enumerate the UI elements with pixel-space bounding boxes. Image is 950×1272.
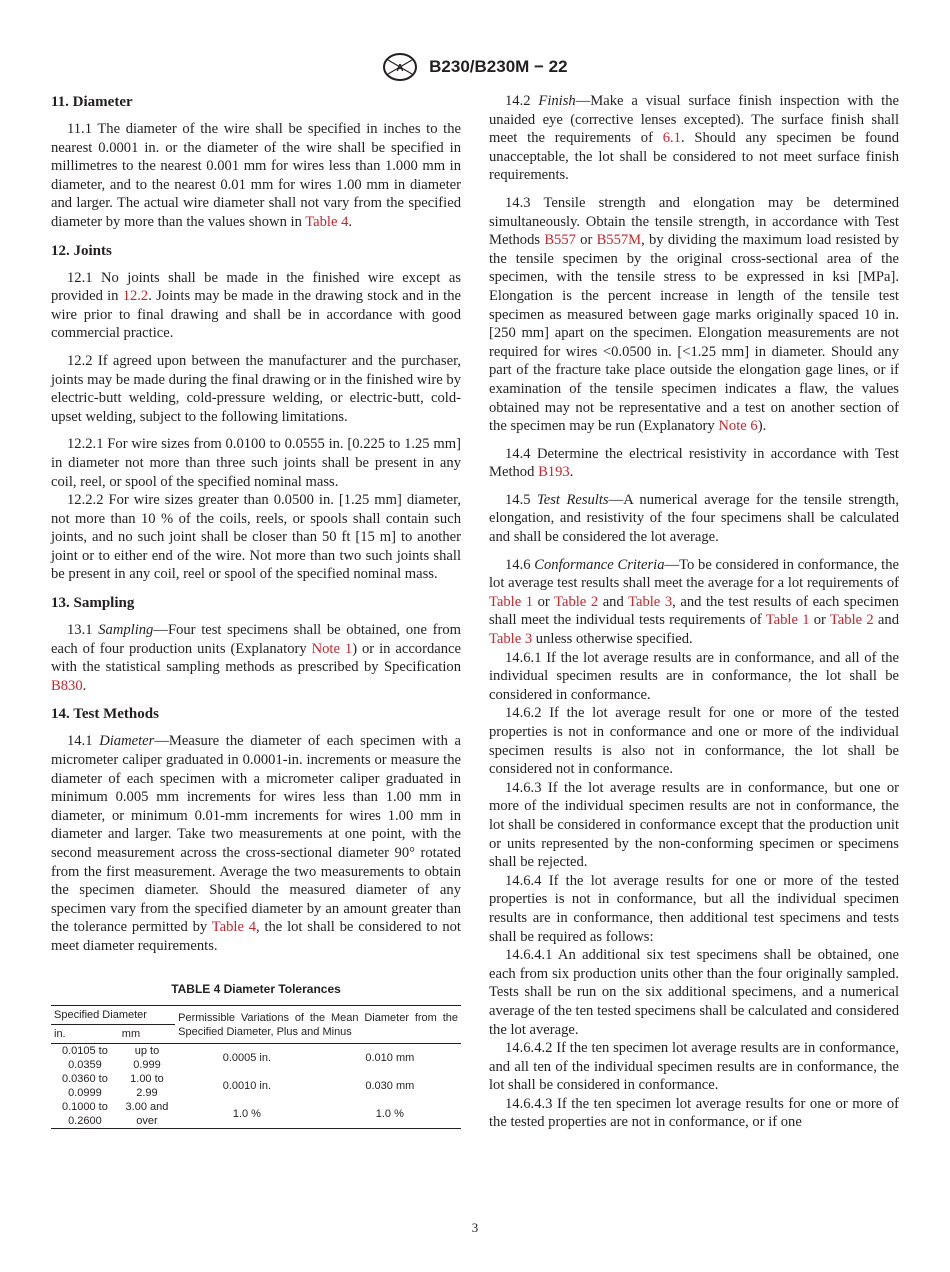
col-in: in. <box>51 1025 119 1044</box>
link-table-4[interactable]: Table 4 <box>305 213 349 230</box>
paragraph-14-1: 14.1 Diameter—Measure the diameter of each specimen with a micrometer caliper graduated in 0.0001-in. increments or measure the diameter of each specimen with a micrometer caliper graduated in minimum 0.005 mm increments for wires less than 1.00 mm in diameter, or minimum 0.01-mm increments for wires 1.00 mm in diameter and larger. Take two measurements at one point, with the second measurement across the cross-sectional diameter 90° rotated from the first measurement. Average the two measurements to obtain the specimen diameter. Should the measured diameter of any specimen vary from the specified diameter by an amount greater than the tolerance permitted by Table 4, the lot shall be considered to not meet diameter requirements. <box>51 733 461 954</box>
paragraph-14-6-3: 14.6.3 If the lot average results are in conformance, but one or more of the individual specimen results are not in conformance, the lot shall be considered in conformance except that the production unit or units represented by the non-conforming specimen or specimens shall be rejected. <box>489 779 899 871</box>
table-row: 0.1000 to 0.2600 3.00 and over 1.0 % 1.0 % <box>61 1101 404 1128</box>
col-specified-diameter: Specified Diameter <box>51 1006 175 1025</box>
link-table-2[interactable]: Table 2 <box>554 593 599 610</box>
paragraph-14-6-4: 14.6.4 If the lot average results for one or more of the tested properties is not in conformance, but all the individual specimen results are in conformance, then additional test specimens and tests shall be required as follows: <box>489 872 899 945</box>
link-note-1[interactable]: Note 1 <box>311 640 353 657</box>
paragraph-13-1: 13.1 Sampling—Four test specimens shall be obtained, one from each of four production units (Explanatory Note 1) or in accordance with the statistical sampling methods as prescribed by Specification B830. <box>51 622 461 694</box>
paragraph-11-1: 11.1 The diameter of the wire shall be specified in inches to the nearest 0.0001 in. or the diameter of the wire shall be specified in millimetres to the nearest 0.001 mm for wires less than 1.000 mm in diameter, and to the nearest 0.01 mm for wires 1.00 mm in diameter and larger. The actual wire diameter shall not vary from the specified diameter by more than the values shown in Table 4. <box>51 121 461 230</box>
paragraph-12-2: 12.2 If agreed upon between the manufacturer and the purchaser, joints may be made during the final drawing or in the finished wire by electric-butt welding, cold-pressure welding, or electric-butt, cold-upset welding, subject to the following limitations. <box>51 352 461 425</box>
standard-code: B230/B230M − 22 <box>429 57 568 76</box>
link-6-1[interactable]: 6.1 <box>662 130 681 147</box>
page-header <box>0 52 950 82</box>
section-heading-joints: 12. Joints <box>51 242 112 259</box>
svg-text:A: A <box>396 63 405 74</box>
link-table-2[interactable]: Table 2 <box>829 612 874 629</box>
diameter-tolerances-table <box>51 1005 461 1129</box>
paragraph-14-4: 14.4 Determine the electrical resistivity in accordance with Test Method B193. <box>489 445 899 481</box>
paragraph-14-6-4-2: 14.6.4.2 If the ten specimen lot average results are in conformance, and all ten of the individual specimen results are in conformance, the lot shall be considered in conformance. <box>489 1040 899 1094</box>
paragraph-14-3: 14.3 Tensile strength and elongation may be determined simultaneously. Obtain the tensile strength, in accordance with Test Methods B557 or B557M, by dividing the maximum load resisted by the tensile specimen by the original cross-sectional area of the specimen, with the tensile stress to be expressed in ksi [MPa]. Elongation is the percent increase in length of the tensile test specimen as measured between gage marks originally spaced 10 in. [250 mm] apart on the specimen. Elongation measurements are not required for wires <0.0500 in. [<1.25 mm] in diameter. Should any part of the fracture take place outside the elongation gage lines, or if examination of the tensile specimen indicates a flaw, the values obtained may not be representative and a test on another section of the specimen may be run (Explanatory Note 6). <box>489 194 899 435</box>
right-column <box>489 92 899 1132</box>
link-12-2[interactable]: 12.2 <box>122 288 149 305</box>
link-table-3[interactable]: Table 3 <box>628 593 673 610</box>
link-note-6[interactable]: Note 6 <box>718 418 758 435</box>
astm-logo-icon <box>382 52 418 82</box>
link-table-3[interactable]: Table 3 <box>489 631 533 648</box>
paragraph-14-2: 14.2 Finish—Make a visual surface finish inspection with the unaided eye (corrective lenses excepted). The surface finish shall meet the requirements of 6.1. Should any specimen be found unacceptable, the lot shall be considered to not meet surface finish requirements. <box>489 93 900 184</box>
link-b557m[interactable]: B557M <box>596 232 642 249</box>
page-number: 3 <box>471 1220 479 1235</box>
link-table-1[interactable]: Table 1 <box>489 593 534 610</box>
paragraph-14-6-2: 14.6.2 If the lot average result for one or more of the tested properties is not in conformance and one or more of the individual specimen results is also not in conformance, the lot shall be considered not in conformance. <box>489 705 899 778</box>
link-b193[interactable]: B193 <box>538 464 570 481</box>
link-table-1[interactable]: Table 1 <box>765 612 810 629</box>
link-table-4[interactable]: Table 4 <box>211 919 257 936</box>
link-b557[interactable]: B557 <box>544 232 576 249</box>
col-mm: mm <box>119 1025 175 1044</box>
paragraph-12-2-2: 12.2.2 For wire sizes greater than 0.0500 in. [1.25 mm] diameter, not more than 10 % of the coils, reels, or spools shall contain such joints, and no such joint shall be closer than 50 ft [15 m] to another joint or to either end of the wire. Not more than two such joints shall be present in any coil, reel or spool of the specified nominal mass. <box>51 492 461 583</box>
section-heading-sampling: 13. Sampling <box>51 595 135 612</box>
paragraph-14-6-4-1: 14.6.4.1 An additional six test specimens shall be obtained, one each from six production units other than the four originally sampled. Tests shall be run on the six additional specimens, and a numerical average of the ten tested specimens shall be calculated and considered the lot average. <box>489 947 899 1038</box>
paragraph-14-6-1: 14.6.1 If the lot average results are in conformance, and all of the individual specimen results are in conformance, the lot shall be considered in conformance. <box>489 649 899 703</box>
paragraph-14-6-4-3: 14.6.4.3 If the ten specimen lot average results for one or more of the tested properties are not in conformance, or if one <box>489 1095 899 1131</box>
paragraph-14-5: 14.5 Test Results—A numerical average for the tensile strength, elongation, and resistivity of the four specimens shall be calculated and shall be considered the lot average. <box>489 491 899 546</box>
table-row: 0.0360 to 0.0999 1.00 to 2.99 0.0010 in. 0.030 mm <box>61 1073 415 1100</box>
paragraph-12-2-1: 12.2.1 For wire sizes from 0.0100 to 0.0555 in. [0.225 to 1.25 mm] in diameter not more than three such joints shall be present in any coil, reel, or spool of the specified nominal mass. <box>51 436 461 490</box>
section-heading-diameter: 11. Diameter <box>51 94 133 110</box>
table-row: 0.0105 to 0.0359 up to 0.999 0.0005 in. 0.010 mm <box>61 1045 415 1072</box>
paragraph-12-1: 12.1 No joints shall be made in the finished wire except as provided in 12.2. Joints may be made in the drawing stock and in the wire prior to final drawing and shall be in accordance with good commercial practice. <box>51 269 461 342</box>
col-permissible-variations: Permissible Variations of the Mean Diameter from the Specified Diameter, Plus and Minus <box>175 1006 461 1044</box>
section-heading-test-methods: 14. Test Methods <box>51 706 159 723</box>
left-column <box>51 92 461 1129</box>
paragraph-14-6: 14.6 Conformance Criteria—To be considered in conformance, the lot average test results shall meet the average for a lot requirements of Table 1 or Table 2 and Table 3, and the test results of each specimen shall meet the individual tests requirements of Table 1 or Table 2 and Table 3 unless otherwise specified. <box>489 556 899 648</box>
table-4-title: TABLE 4 Diameter Tolerances <box>171 981 341 996</box>
link-b830[interactable]: B830 <box>51 677 83 694</box>
